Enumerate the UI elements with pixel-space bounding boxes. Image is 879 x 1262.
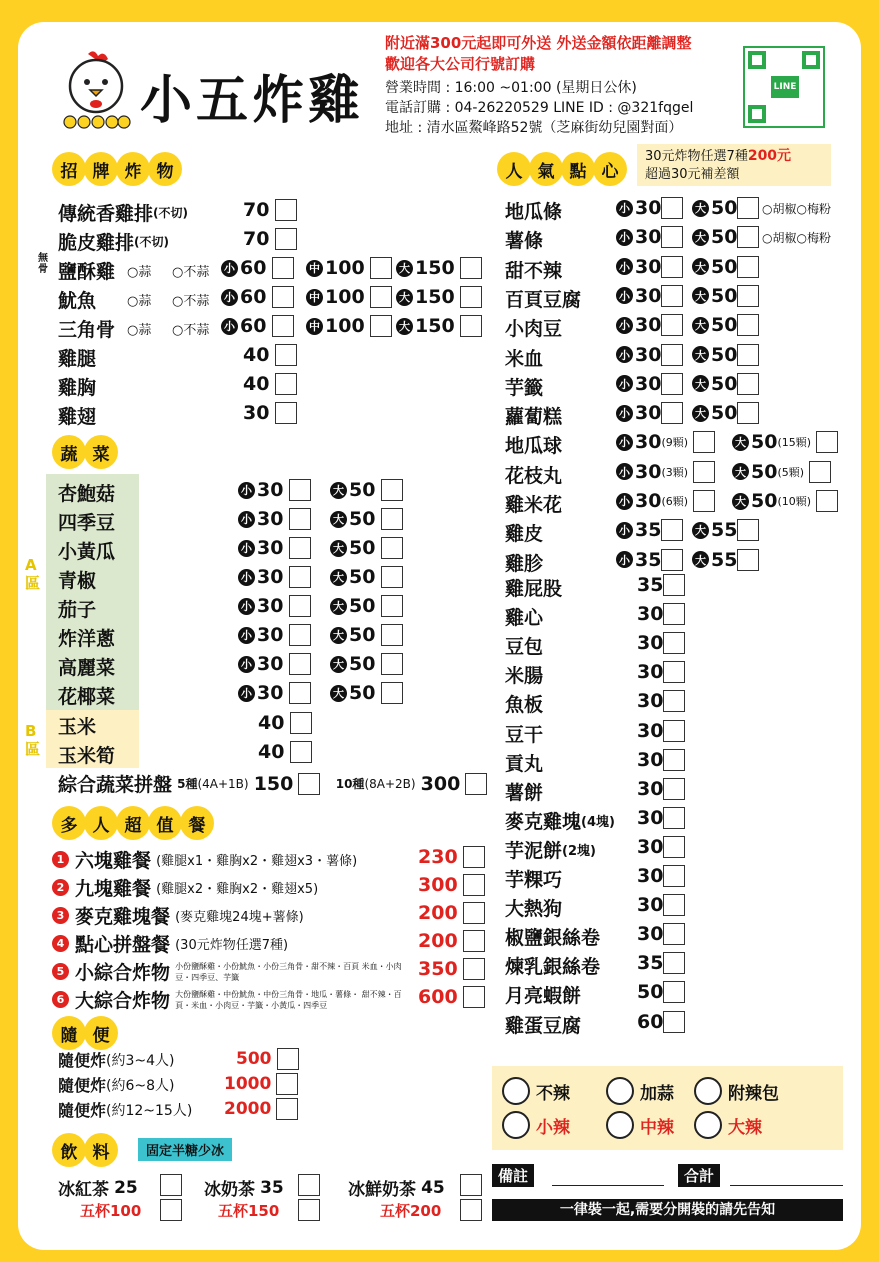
item-row: 鹽酥雞 — [58, 261, 116, 283]
order-checkbox[interactable] — [370, 286, 392, 308]
address: 地址 : 清水區鰲峰路52號（芝麻街幼兒園對面） — [385, 120, 683, 136]
snack-item: 百頁豆腐 — [505, 288, 582, 311]
snack-promo: 30元炸物任選7種200元 超過30元補差額 — [637, 144, 831, 186]
order-checkbox[interactable] — [298, 1199, 320, 1221]
size-l-icon: 大 — [732, 463, 749, 480]
order-checkbox[interactable] — [160, 1174, 182, 1196]
number-4-icon: 4 — [52, 935, 69, 952]
order-checkbox[interactable] — [663, 952, 685, 974]
spice-option[interactable]: 加蒜 — [606, 1077, 674, 1105]
order-checkbox[interactable] — [289, 653, 311, 675]
size-l-icon: 大 — [732, 434, 749, 451]
order-checkbox[interactable] — [737, 314, 759, 336]
order-checkbox[interactable] — [463, 874, 485, 896]
note-line[interactable] — [552, 1185, 664, 1186]
number-5-icon: 5 — [52, 963, 69, 980]
snack-item: 米血 — [505, 347, 544, 370]
size-l-icon: 大 — [330, 598, 347, 615]
order-checkbox[interactable] — [661, 285, 683, 307]
order-checkbox[interactable] — [381, 653, 403, 675]
order-checkbox[interactable] — [737, 373, 759, 395]
order-checkbox[interactable] — [663, 807, 685, 829]
order-checkbox[interactable] — [463, 930, 485, 952]
order-checkbox[interactable] — [463, 986, 485, 1008]
garlic-option[interactable]: ○蒜 — [127, 265, 152, 280]
size-l-icon: 大 — [330, 511, 347, 528]
note-label: 備註 — [492, 1164, 534, 1187]
size-s-icon: 小 — [221, 318, 238, 335]
order-checkbox[interactable] — [737, 519, 759, 541]
spice-option[interactable]: 小辣 — [502, 1111, 570, 1139]
drink-name: 冰鮮奶茶 — [348, 1180, 416, 1200]
total-label: 合計 — [678, 1164, 720, 1187]
snack-item: 魚板 — [505, 694, 544, 717]
order-checkbox[interactable] — [663, 865, 685, 887]
veg-item: 青椒 — [58, 570, 97, 592]
order-checkbox[interactable] — [289, 624, 311, 646]
business-hours: 營業時間 : 16:00 ~01:00 (星期日公休) — [385, 80, 637, 96]
order-checkbox[interactable] — [160, 1199, 182, 1221]
set-row: 3 麥克雞塊餐 (麥克雞塊24塊+薯條) — [52, 902, 304, 929]
order-checkbox[interactable] — [381, 624, 403, 646]
section-sets-header: 多 人 超 值 餐 — [52, 806, 212, 840]
line-qr-code[interactable] — [743, 46, 825, 128]
section-snacks-header: 人 氣 點 心 — [497, 152, 625, 186]
casual-row: 隨便炸 (約12~15人) — [58, 1101, 193, 1120]
order-checkbox[interactable] — [289, 566, 311, 588]
order-checkbox[interactable] — [460, 286, 482, 308]
order-checkbox[interactable] — [275, 402, 297, 424]
order-checkbox[interactable] — [693, 461, 715, 483]
section-veg-header: 蔬 菜 — [52, 435, 116, 469]
veg-item: 四季豆 — [58, 512, 116, 534]
number-3-icon: 3 — [52, 907, 69, 924]
size-l-icon: 大 — [692, 346, 709, 363]
size-s-icon: 小 — [616, 434, 633, 451]
snack-item: 雞蛋豆腐 — [505, 1014, 582, 1037]
snack-item: 薯條 — [505, 230, 544, 253]
snack-item: 貢丸 — [505, 752, 544, 775]
order-checkbox[interactable] — [460, 315, 482, 337]
line-logo: LINE — [771, 76, 799, 98]
total-line[interactable] — [730, 1185, 843, 1186]
size-m-icon: 中 — [306, 318, 323, 335]
size-l-icon: 大 — [396, 289, 413, 306]
order-checkbox[interactable] — [275, 199, 297, 221]
order-checkbox[interactable] — [809, 461, 831, 483]
item-row: 三角骨 — [58, 319, 116, 341]
size-s-icon: 小 — [616, 258, 633, 275]
order-checkbox[interactable] — [381, 508, 403, 530]
size-l-icon: 大 — [692, 405, 709, 422]
veg-combo-row: 綜合蔬菜拼盤 5種 (4A+1B) 150 10種 (8A+2B) 300 — [58, 770, 487, 797]
order-checkbox[interactable] — [275, 344, 297, 366]
order-checkbox[interactable] — [276, 1098, 298, 1120]
order-checkbox[interactable] — [737, 256, 759, 278]
order-checkbox[interactable] — [463, 846, 485, 868]
snack-item: 地瓜球 — [505, 435, 563, 458]
size-l-icon: 大 — [330, 540, 347, 557]
item-row: 魷魚 — [58, 290, 97, 312]
size-s-icon: 小 — [238, 627, 255, 644]
size-l-icon: 大 — [396, 318, 413, 335]
order-checkbox[interactable] — [298, 773, 320, 795]
snack-item: 麥克雞塊 — [505, 810, 582, 833]
order-checkbox[interactable] — [661, 197, 683, 219]
snack-item: 煉乳銀絲卷 — [505, 956, 601, 979]
five-cup-price: 五杯200 — [380, 1202, 442, 1220]
order-checkbox[interactable] — [275, 373, 297, 395]
garlic-option[interactable]: ○蒜 — [127, 323, 152, 338]
delivery-notice: 附近滿300元起即可外送 外送金額依距離調整 — [385, 34, 692, 52]
order-checkbox[interactable] — [463, 958, 485, 980]
snack-item: 雞屁股 — [505, 578, 563, 600]
order-checkbox[interactable] — [381, 479, 403, 501]
order-checkbox[interactable] — [272, 257, 294, 279]
size-s-icon: 小 — [238, 685, 255, 702]
size-l-icon: 大 — [396, 260, 413, 277]
order-checkbox[interactable] — [663, 632, 685, 654]
size-s-icon: 小 — [238, 569, 255, 586]
order-checkbox[interactable] — [663, 981, 685, 1003]
size-l-icon: 大 — [692, 551, 709, 568]
size-l-icon: 大 — [692, 200, 709, 217]
garlic-option[interactable]: ○蒜 — [127, 294, 152, 309]
size-s-icon: 小 — [238, 511, 255, 528]
order-checkbox[interactable] — [663, 894, 685, 916]
size-s-icon: 小 — [238, 598, 255, 615]
order-checkbox[interactable] — [277, 1048, 299, 1070]
order-checkbox[interactable] — [663, 836, 685, 858]
seasoning-option[interactable]: ○胡椒○梅粉 — [762, 231, 831, 246]
size-l-icon: 大 — [330, 685, 347, 702]
size-m-icon: 中 — [306, 260, 323, 277]
snack-item: 薯餅 — [505, 781, 544, 804]
chicken-mascot-icon — [58, 48, 134, 132]
spice-option[interactable]: 不辣 — [502, 1077, 570, 1105]
order-checkbox[interactable] — [289, 537, 311, 559]
size-s-icon: 小 — [616, 493, 633, 510]
size-s-icon: 小 — [616, 346, 633, 363]
item-name: 傳統香雞排 — [58, 203, 154, 225]
snack-item: 芋籤 — [505, 376, 544, 399]
snack-item: 月亮蝦餅 — [505, 985, 582, 1008]
order-checkbox[interactable] — [289, 479, 311, 501]
snack-item: 大熱狗 — [505, 898, 563, 921]
order-checkbox[interactable] — [663, 749, 685, 771]
order-checkbox[interactable] — [737, 549, 759, 571]
zone-a-label: A區 — [25, 556, 41, 592]
order-checkbox[interactable] — [276, 1073, 298, 1095]
order-checkbox[interactable] — [661, 226, 683, 248]
order-checkbox[interactable] — [465, 773, 487, 795]
size-s-icon: 小 — [616, 405, 633, 422]
size-l-icon: 大 — [330, 627, 347, 644]
order-checkbox[interactable] — [460, 257, 482, 279]
order-checkbox[interactable] — [370, 315, 392, 337]
order-checkbox[interactable] — [272, 286, 294, 308]
size-l-icon: 大 — [692, 522, 709, 539]
order-checkbox[interactable] — [663, 1011, 685, 1033]
size-l-icon: 大 — [732, 493, 749, 510]
size-s-icon: 小 — [616, 463, 633, 480]
size-l-icon: 大 — [330, 569, 347, 586]
order-checkbox[interactable] — [661, 314, 683, 336]
order-checkbox[interactable] — [737, 344, 759, 366]
veg-item: 高麗菜 — [58, 657, 116, 679]
veg-item: 花椰菜 — [58, 686, 116, 708]
order-checkbox[interactable] — [816, 490, 838, 512]
size-s-icon: 小 — [616, 200, 633, 217]
order-checkbox[interactable] — [298, 1174, 320, 1196]
snack-item: 雞心 — [505, 607, 544, 630]
snack-item: 甜不辣 — [505, 259, 563, 282]
veg-item: 炸洋蔥 — [58, 628, 116, 650]
order-checkbox[interactable] — [289, 595, 311, 617]
snack-item: 雞皮 — [505, 523, 544, 546]
boneless-tag: 無骨 — [38, 253, 48, 275]
size-l-icon: 大 — [692, 258, 709, 275]
drink-name: 冰奶茶 — [204, 1180, 255, 1200]
order-checkbox[interactable] — [661, 549, 683, 571]
size-s-icon: 小 — [238, 656, 255, 673]
order-checkbox[interactable] — [737, 402, 759, 424]
snack-item: 地瓜條 — [505, 201, 563, 223]
order-checkbox[interactable] — [290, 741, 312, 763]
spice-option[interactable]: 大辣 — [694, 1111, 762, 1139]
order-checkbox[interactable] — [693, 431, 715, 453]
order-checkbox[interactable] — [661, 402, 683, 424]
order-checkbox[interactable] — [381, 682, 403, 704]
drink-name: 冰紅茶 — [58, 1180, 109, 1200]
spice-option[interactable]: 中辣 — [606, 1111, 674, 1139]
snack-item: 雞米花 — [505, 494, 563, 516]
snack-item: 芋粿巧 — [505, 869, 563, 891]
number-2-icon: 2 — [52, 879, 69, 896]
five-cup-price: 五杯100 — [80, 1202, 142, 1220]
size-s-icon: 小 — [616, 522, 633, 539]
size-s-icon: 小 — [616, 229, 633, 246]
drink-note-tag: 固定半糖少冰 — [138, 1138, 232, 1161]
size-l-icon: 大 — [692, 229, 709, 246]
no-garlic-option[interactable]: ○不蒜 — [172, 294, 210, 309]
order-checkbox[interactable] — [275, 228, 297, 250]
order-checkbox[interactable] — [663, 661, 685, 683]
five-cup-price: 五杯150 — [218, 1202, 280, 1220]
size-l-icon: 大 — [330, 656, 347, 673]
brand-title: 小五炸雞 — [140, 70, 365, 131]
order-checkbox[interactable] — [661, 519, 683, 541]
phone-line: 電話訂購 : 04-26220529 LINE ID : @321fqgel — [385, 100, 694, 116]
snack-item: 米腸 — [505, 665, 544, 688]
section-drinks-header: 飲 料 — [52, 1133, 116, 1167]
order-checkbox[interactable] — [463, 902, 485, 924]
set-row: 1 六塊雞餐 (雞腿x1・雞胸x2・雞翅x3・薯條) — [52, 846, 357, 873]
order-checkbox[interactable] — [661, 373, 683, 395]
order-checkbox[interactable] — [381, 595, 403, 617]
pack-notice: 一律裝一起,需要分開裝的請先告知 — [492, 1199, 843, 1221]
veg-item: 茄子 — [58, 599, 97, 621]
company-notice: 歡迎各大公司行號訂購 — [385, 55, 536, 73]
order-checkbox[interactable] — [290, 712, 312, 734]
size-s-icon: 小 — [238, 482, 255, 499]
order-checkbox[interactable] — [737, 285, 759, 307]
order-checkbox[interactable] — [661, 344, 683, 366]
section-signature-header: 招 牌 炸 物 — [52, 152, 180, 186]
size-s-icon: 小 — [221, 289, 238, 306]
size-s-icon: 小 — [616, 375, 633, 392]
section-casual-header: 隨 便 — [52, 1016, 116, 1050]
order-checkbox[interactable] — [272, 315, 294, 337]
snack-item: 芋泥餅 — [505, 839, 563, 862]
casual-row: 隨便炸 (約6~8人) — [58, 1076, 175, 1095]
order-checkbox[interactable] — [737, 197, 759, 219]
no-garlic-option[interactable]: ○不蒜 — [172, 265, 210, 280]
order-checkbox[interactable] — [816, 431, 838, 453]
order-checkbox[interactable] — [661, 256, 683, 278]
seasoning-option[interactable]: ○胡椒○梅粉 — [762, 202, 831, 216]
size-l-icon: 大 — [330, 482, 347, 499]
order-checkbox[interactable] — [381, 537, 403, 559]
snack-item: 蘿蔔糕 — [505, 406, 563, 429]
size-l-icon: 大 — [692, 375, 709, 392]
snack-item: 小肉豆 — [505, 318, 563, 341]
snack-item: 豆干 — [505, 723, 544, 746]
snack-item: 花枝丸 — [505, 464, 563, 487]
snack-item: 豆包 — [505, 636, 544, 659]
size-m-icon: 中 — [306, 289, 323, 306]
order-checkbox[interactable] — [663, 720, 685, 742]
order-checkbox[interactable] — [663, 603, 685, 625]
order-checkbox[interactable] — [693, 490, 715, 512]
order-checkbox[interactable] — [381, 566, 403, 588]
snack-item: 椒鹽銀絲卷 — [505, 927, 601, 950]
size-l-icon: 大 — [692, 317, 709, 334]
veg-item: 小黃瓜 — [58, 541, 116, 563]
number-6-icon: 6 — [52, 991, 69, 1008]
order-checkbox[interactable] — [663, 778, 685, 800]
set-row: 6 大綜合炸物 大份鹽酥雞・中份魷魚・中份三角骨・地瓜・薯條・ 甜不辣・百頁・米血・小肉豆・芋籤・小黃瓜・四季豆 — [52, 986, 415, 1013]
size-s-icon: 小 — [616, 287, 633, 304]
snack-item: 雞胗 — [505, 552, 544, 575]
order-checkbox[interactable] — [289, 508, 311, 530]
size-s-icon: 小 — [221, 260, 238, 277]
order-checkbox[interactable] — [663, 574, 685, 596]
order-checkbox[interactable] — [737, 226, 759, 248]
set-row: 4 點心拼盤餐 (30元炸物任選7種) — [52, 930, 288, 957]
size-s-icon: 小 — [616, 551, 633, 568]
size-l-icon: 大 — [692, 287, 709, 304]
number-1-icon: 1 — [52, 851, 69, 868]
order-checkbox[interactable] — [663, 690, 685, 712]
size-s-icon: 小 — [616, 317, 633, 334]
order-checkbox[interactable] — [370, 257, 392, 279]
order-checkbox[interactable] — [460, 1174, 482, 1196]
no-garlic-option[interactable]: ○不蒜 — [172, 323, 210, 338]
order-checkbox[interactable] — [663, 923, 685, 945]
order-checkbox[interactable] — [289, 682, 311, 704]
spice-option[interactable]: 附辣包 — [694, 1077, 779, 1105]
zone-b-label: B區 — [25, 722, 41, 758]
order-checkbox[interactable] — [460, 1199, 482, 1221]
size-s-icon: 小 — [238, 540, 255, 557]
set-row: 5 小綜合炸物 小份鹽酥雞・小份魷魚・小份三角骨・甜不辣・百頁 米血・小肉豆・四季豆、芋籤 — [52, 958, 415, 985]
set-row: 2 九塊雞餐 (雞腿x2・雞胸x2・雞翅x5) — [52, 874, 318, 901]
casual-row: 隨便炸 (約3~4人) — [58, 1051, 175, 1070]
veg-item: 杏鮑菇 — [58, 483, 116, 505]
